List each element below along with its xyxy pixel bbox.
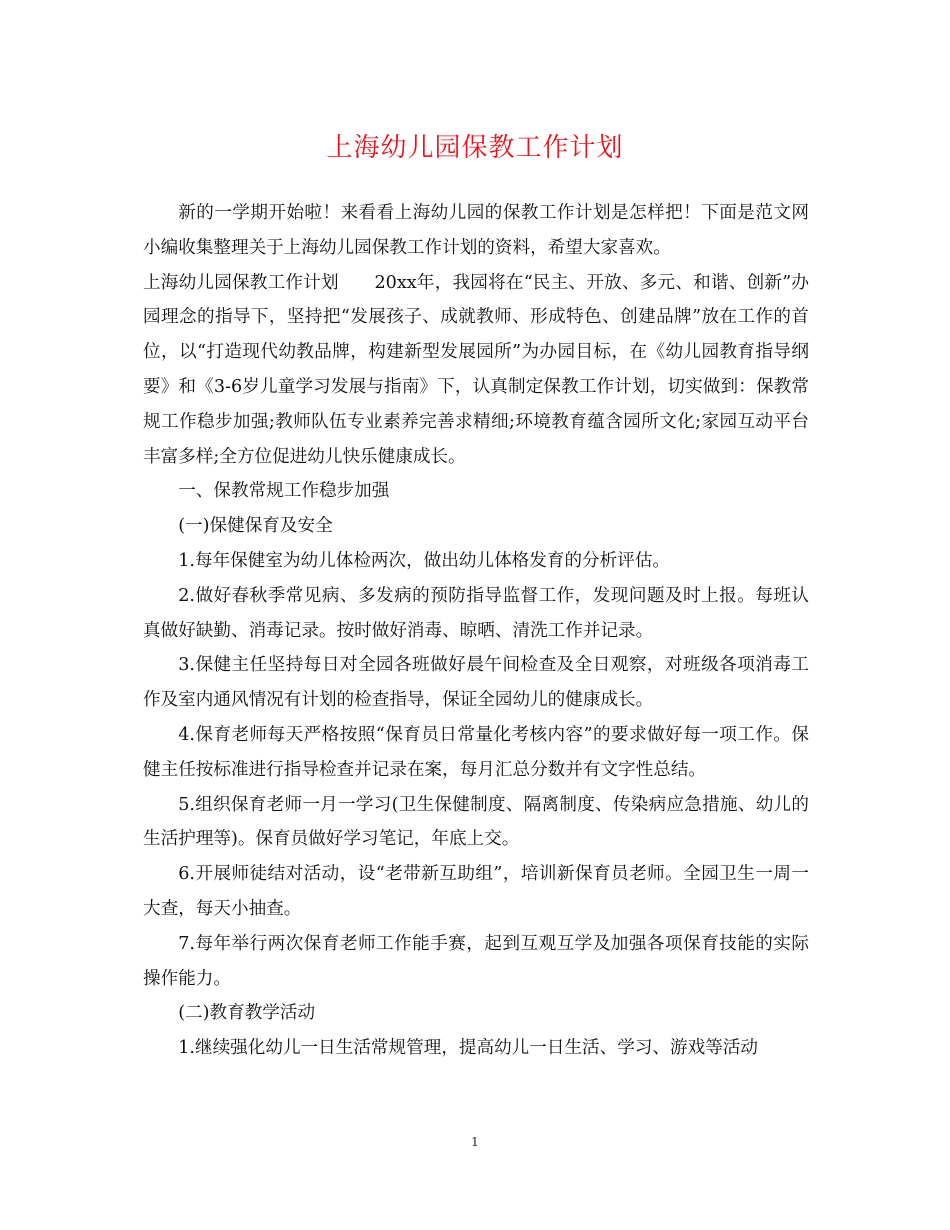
list-item-1: 1.每年保健室为幼儿体检两次，做出幼儿体格发育的分析评估。 xyxy=(178,550,671,571)
document-title: 上海幼儿园保教工作计划 xyxy=(326,133,624,163)
list-item-6: 6.开展师徒结对活动，设“老带新互助组”，培训新保育员老师。全园卫生一周一大查，每天小抽查。 xyxy=(143,864,809,919)
list-item-5: 5.组织保育老师一月一学习(卫生保健制度、隔离制度、传染病应急措施、幼儿的生活护理等)。保育员做好学习笔记，年底上交。 xyxy=(143,794,809,850)
subsection-heading-2: (二)教育教学活动 xyxy=(178,1003,316,1024)
list-item-3: 3.保健主任坚持每日对全园各班做好晨午间检查及全日观察，对班级各项消毒工作及室内通风情况有计划的检查指导，保证全园幼儿的健康成长。 xyxy=(143,655,809,711)
section-heading-1: 一、保教常规工作稳步加强 xyxy=(178,481,390,502)
page-number: 1 xyxy=(471,1135,479,1149)
list-item-7: 7.每年举行两次保育老师工作能手赛，起到互观互学及加强各项保育技能的实际操作能力。 xyxy=(143,933,809,989)
intro-paragraph: 新的一学期开始啦！来看看上海幼儿园的保教工作计划是怎样把！下面是范文网小编收集整理关于上海幼儿园保教工作计划的资料，希望大家喜欢。 xyxy=(143,203,809,258)
subsection-heading-1: (一)保健保育及安全 xyxy=(178,516,333,537)
list-item-8: 1.继续强化幼儿一日生活常规管理，提高幼儿一日生活、学习、游戏等活动 xyxy=(178,1038,758,1059)
list-item-4: 4.保育老师每天严格按照“保育员日常量化考核内容”的要求做好每一项工作。保健主任按标准进行指导检查并记录在案，每月汇总分数并有文字性总结。 xyxy=(143,724,809,780)
document-body xyxy=(143,196,809,1066)
overview-paragraph: 上海幼儿园保教工作计划 20xx年，我园将在“民主、开放、多元、和谐、创新”办园理念的指导下，坚持把“发展孩子、成就教师、形成特色、创建品牌”放在工作的首位，以“打造现代幼教品牌，构建新型发展园所”为办园目标，在《幼儿园教育指导纲要》和《3-6岁儿童学习发展与指南》下，认真制定保教工作计划，切实做到：保教常规工作稳步加强;教师队伍专业素养完善求精细;环境教育蕴含园所文化;家园互动平台丰富多样;全方位促进幼儿快乐健康成长。 xyxy=(143,272,809,467)
list-item-2: 2.做好春秋季常见病、多发病的预防指导监督工作，发现问题及时上报。每班认真做好缺勤、消毒记录。按时做好消毒、晾晒、清洗工作并记录。 xyxy=(143,585,809,641)
